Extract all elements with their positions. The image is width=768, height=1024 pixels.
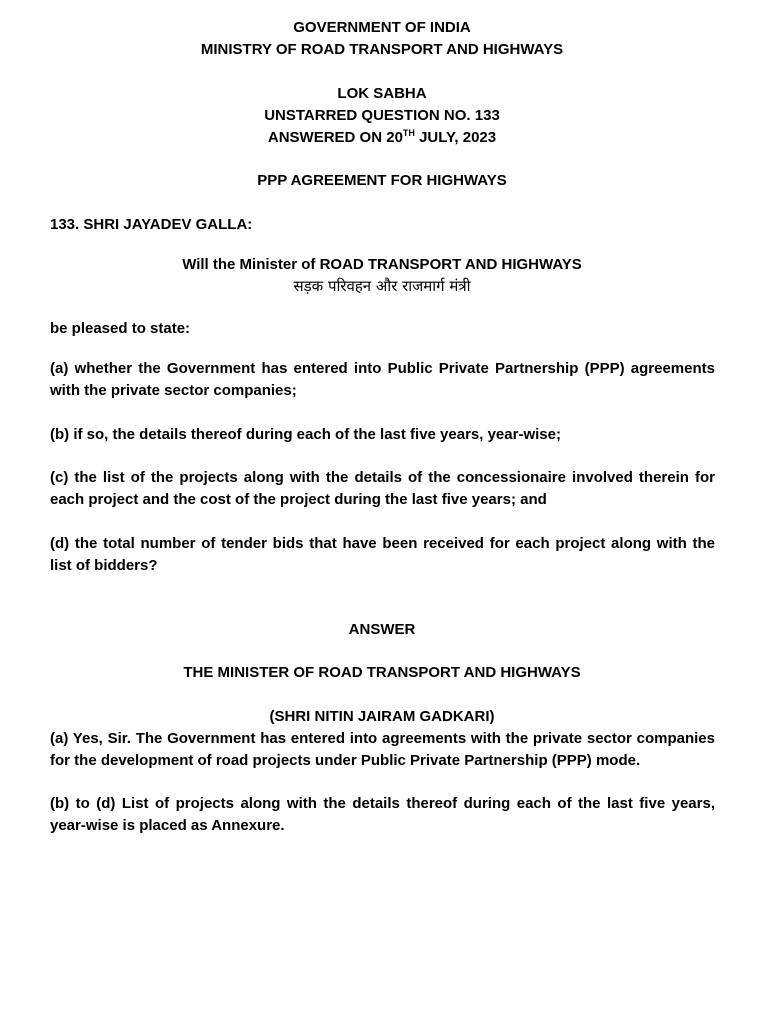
government-heading: GOVERNMENT OF INDIA bbox=[293, 19, 471, 36]
member-name: 133. SHRI JAYADEV GALLA: bbox=[50, 216, 253, 233]
house-heading: LOK SABHA bbox=[337, 85, 427, 102]
question-part-d: (d) the total number of tender bids that have been received for each project along with the list of bidders? bbox=[50, 535, 715, 574]
will-the-minister-prefix: Will the Minister of bbox=[182, 256, 320, 273]
question-part-a: (a) whether the Government has entered into Public Private Partnership (PPP) agreements with the private sector companies; bbox=[50, 360, 715, 399]
answered-date-ordinal: TH bbox=[402, 128, 415, 138]
answered-date-suffix: JULY, 2023 bbox=[414, 129, 497, 146]
hindi-ministry-line: सड़क परिवहन और राजमार्ग मंत्री bbox=[293, 277, 471, 295]
answer-heading: ANSWER bbox=[348, 621, 416, 638]
question-part-c: (c) the list of the projects along with the details of the concessionaire involved therein for each project and the cost of the project during the last five years; and bbox=[50, 469, 715, 508]
will-the-minister-line bbox=[0, 254, 764, 276]
minister-title: THE MINISTER OF ROAD TRANSPORT AND HIGHWAYS bbox=[183, 664, 581, 681]
ministry-heading: MINISTRY OF ROAD TRANSPORT AND HIGHWAYS bbox=[200, 41, 564, 58]
answered-date-heading bbox=[0, 127, 764, 149]
question-number-heading: UNSTARRED QUESTION NO. 133 bbox=[264, 107, 500, 124]
answer-part-b-d: (b) to (d) List of projects along with the details thereof during each of the last five years, year-wise is placed as Annexure. bbox=[50, 795, 715, 834]
answer-part-a: (a) Yes, Sir. The Government has entered into agreements with the private sector companies for the development of road projects under Public Private Partnership (PPP) mode. bbox=[50, 730, 715, 769]
will-the-minister-ministry: ROAD TRANSPORT AND HIGHWAYS bbox=[319, 256, 582, 273]
question-part-b: (b) if so, the details thereof during each of the last five years, year-wise; bbox=[50, 426, 561, 443]
minister-name: (SHRI NITIN JAIRAM GADKARI) bbox=[269, 708, 495, 725]
answered-date-prefix: ANSWERED ON 20 bbox=[267, 129, 403, 146]
subject-heading: PPP AGREEMENT FOR HIGHWAYS bbox=[257, 172, 507, 189]
pleased-to-state: be pleased to state: bbox=[50, 320, 191, 337]
